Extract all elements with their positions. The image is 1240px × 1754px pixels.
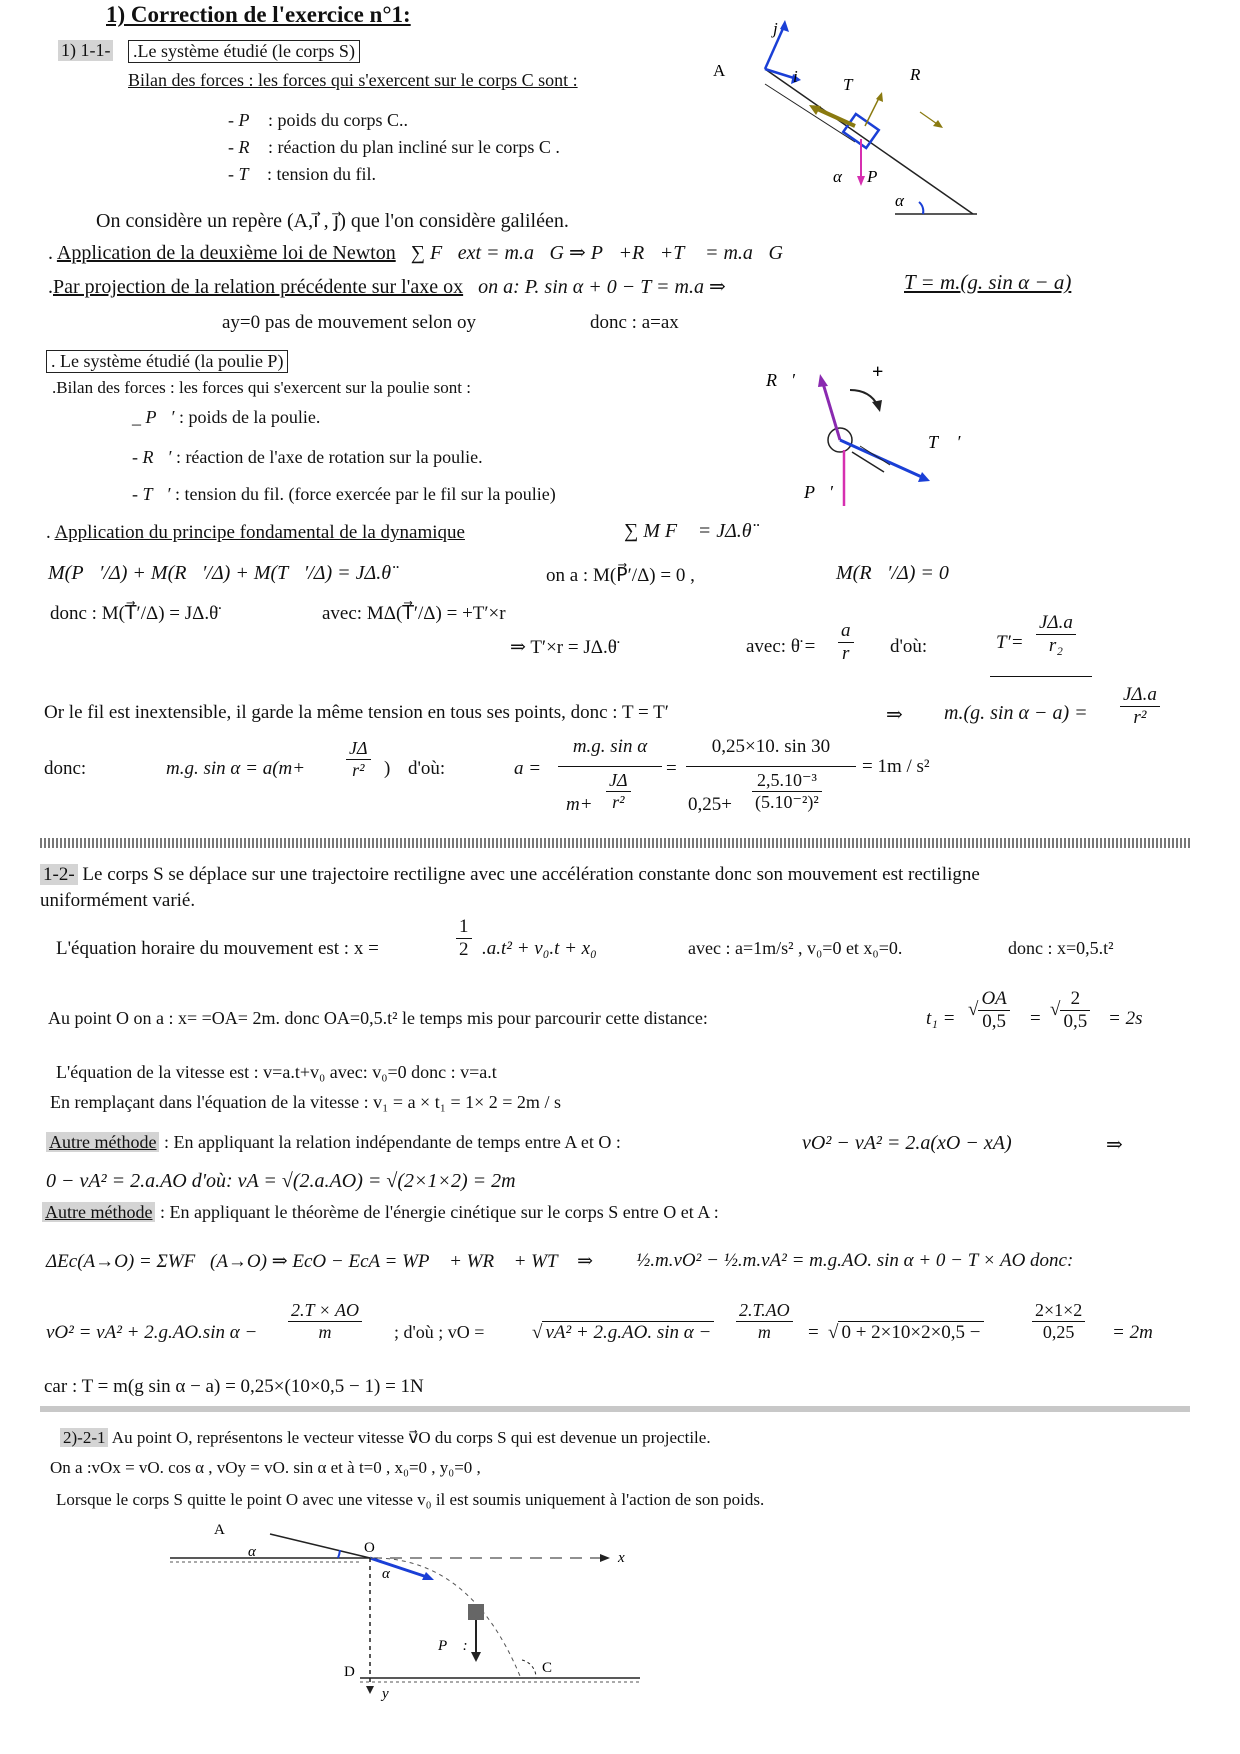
label-r: R⃗	[910, 65, 934, 84]
f1-den-fraction: $\frac{J\Delta}{\text{r²}}$	[606, 770, 631, 813]
t1-label: t₁ =	[926, 1008, 956, 1029]
bilan-poulie: .Bilan des forces : les forces qui s'exercent sur la poulie sont :	[52, 378, 471, 397]
label-p-prime: P⃗′	[804, 482, 833, 502]
repere-text: On considère un repère (A,i⃗ , j⃗) que l'on considère galiléen.	[96, 210, 569, 232]
pulley-diagram	[760, 350, 980, 510]
label-p: P⃗	[867, 167, 891, 186]
autre1-eq2: 0 − vA² = 2.a.AO d'où: vA = √(2.a.AO) = √(2×1×2) = 2m	[46, 1170, 516, 1192]
t-prime-fraction: $\frac{J\Delta.a}{\text{r₂}}$	[1036, 612, 1076, 657]
inext-fraction: $\frac{J\Delta.a}{\text{r²}}$	[1120, 684, 1160, 729]
force-t: - T⃗ : tension du fil.	[228, 164, 377, 184]
avec-theta: avec: θ̈ =	[746, 636, 816, 657]
dou-1: d'où:	[890, 636, 928, 657]
part2-line1: 2)-2-1 Au point O, représentons le vecteur vitesse v⃗O du corps S qui est devenue un projectile.	[60, 1428, 711, 1448]
horaire-avec: avec : a=1m/s² , v₀=0 et x₀=0.	[688, 938, 903, 958]
force-r-prime: - R⃗′ : réaction de l'axe de rotation sur la poulie.	[132, 447, 483, 467]
a-result: = 1m / s²	[862, 756, 930, 777]
projection-line: .Par projection de la relation précédente sur l'axe ox on a: P. sin α + 0 − T = m.a ⇒	[48, 276, 726, 298]
label-alpha2: α	[895, 191, 904, 210]
donc-eq1: m.g. sin α = a(m+	[166, 758, 306, 779]
part2-on-a: On a :vOx = vO. cos α , vOy = vO. sin α et à t=0 , x₀=0 , y₀=0 ,	[50, 1458, 481, 1477]
v0-sqrt-2: √ 0 + 2×10×2×0,5 −	[828, 1322, 984, 1344]
page-title: 1) Correction de l'exercice n°1:	[106, 2, 411, 27]
f1-num: m.g. sin α	[572, 736, 648, 757]
horaire-rest: .a.t² + v₀.t + x₀	[482, 938, 597, 959]
donc-moment: donc : M(T⃗′/Δ) = JΔ.θ̈	[50, 603, 219, 624]
pfd-line: . Application du principe fondamental de la dynamique	[46, 522, 465, 543]
a-eq: a =	[514, 758, 542, 779]
label-o: O	[364, 1540, 375, 1556]
v0-dou: ; d'où ; vO =	[394, 1322, 485, 1342]
energie-eq2: ½.m.vO² − ½.m.vA² = m.g.AO. sin α + 0 − T × AO donc:	[636, 1250, 1074, 1271]
autre1-arrow: ⇒	[1106, 1134, 1123, 1156]
on-a-moment: on a : M(P⃗′/Δ) = 0 ,	[546, 565, 695, 586]
sqrt-2: √ $\frac{2}{0,5}$	[1050, 988, 1090, 1033]
inclined-plane-diagram	[705, 14, 1005, 224]
t-prime-label: T′=	[996, 632, 1024, 653]
inext-eq: m.(g. sin α − a) =	[944, 702, 1088, 724]
bilan-s: Bilan des forces : les forces qui s'exercent sur le corps C sont :	[128, 70, 578, 90]
tension-result: T = m.(g. sin α − a)	[904, 270, 1072, 294]
label-alpha4: α	[382, 1566, 390, 1582]
eq-sign-2: =	[1030, 1008, 1041, 1029]
inext-arrow: ⇒	[886, 704, 903, 726]
horaire-label: L'équation horaire du mouvement est : x =	[56, 938, 379, 959]
part2-lorsque: Lorsque le corps S quitte le point O avec une vitesse v₀ il est soumis uniquement à l'action de son poids.	[56, 1490, 765, 1509]
donc-eq1-end: )	[384, 758, 391, 779]
remplacant-eq: En remplaçant dans l'équation de la vitesse : v₁ = a × t₁ = 1× 2 = 2m / s	[50, 1092, 561, 1112]
label-y: y	[382, 1686, 389, 1702]
label-alpha1: α	[833, 167, 842, 186]
label-j: j⃗	[773, 19, 791, 38]
dou-2: d'où:	[408, 758, 446, 779]
projectile-diagram	[160, 1516, 700, 1706]
pfd-eq: ∑ M F⃗ = JΔ.θ̈	[624, 520, 752, 542]
eq-sign-3: =	[808, 1322, 819, 1343]
label-a2: A	[214, 1522, 225, 1538]
t-prime-underline	[990, 676, 1092, 677]
newton-line: . Application de la deuxième loi de Newton ∑ F⃗ext = m.a⃗G ⇒ P⃗+R⃗+T⃗ = m.a⃗G	[48, 242, 783, 264]
v0-sqrt2-fraction: $\frac{2\times 1\times 2}{0,25}$	[1032, 1300, 1085, 1343]
part12-line2: uniformément varié.	[40, 890, 196, 911]
part1-label: 1) 1-1-	[58, 40, 113, 61]
moment-eq: M(P⃗′/Δ) + M(R⃗′/Δ) + M(T⃗′/Δ) = JΔ.θ̈	[48, 562, 392, 584]
energie-eq: ΔEc(A→O) = ΣWF⃗(A→O) ⇒ EcO − EcA = WP⃗ + WR⃗ + WT⃗ ⇒	[46, 1251, 594, 1272]
force-t-prime: - T⃗′ : tension du fil. (force exercée par le fil sur la poulie)	[132, 484, 556, 504]
f2-num: 0,25×10. sin 30	[711, 736, 831, 757]
inext-text: Or le fil est inextensible, il garde la même tension en tous ses points, donc : T = T′	[44, 702, 669, 723]
donc-eq1-fraction: $\frac{J\Delta}{\text{r²}}$	[346, 738, 371, 781]
label-a: A	[713, 61, 726, 80]
label-p-vec: P⃗ :	[438, 1638, 468, 1654]
autre-methode-2: Autre méthode : En appliquant le théorème de l'énergie cinétique sur le corps S entre O et A :	[42, 1202, 719, 1223]
f1-den-a: m+	[566, 794, 593, 815]
label-d: D	[344, 1664, 355, 1680]
f2-bar	[686, 766, 856, 767]
label-t: T⃗	[843, 75, 866, 94]
fraction-a-over-r: $\frac{a}{r}$	[838, 620, 854, 665]
donc-a: donc : a=ax	[590, 312, 679, 333]
force-p: - P⃗ : poids du corps C..	[228, 110, 409, 130]
car-eq: car : T = m(g sin α − a) = 0,25×(10×0,5 − 1) = 1N	[44, 1376, 424, 1397]
donc-label: donc:	[44, 758, 87, 779]
f2-den-fraction: $\frac{\text{2,5.10⁻³}}{\text{(5.10⁻²)²}}$	[752, 770, 822, 813]
label-alpha3: α	[248, 1544, 256, 1560]
force-p-prime: _ P⃗′ : poids de la poulie.	[132, 407, 321, 427]
horaire-donc: donc : x=0,5.t²	[1008, 938, 1114, 958]
vitesse-eq: L'équation de la vitesse est : v=a.t+v₀ avec: v₀=0 donc : v=a.t	[56, 1062, 497, 1082]
v0-eq: vO² = vA² + 2.g.AO.sin α −	[46, 1322, 258, 1343]
separator-2	[40, 1406, 1190, 1412]
avec-moment: avec: MΔ(T⃗′/Δ) = +T′×r	[322, 603, 506, 624]
on-a-moment-2: M(R⃗′/Δ) = 0	[836, 562, 949, 584]
label-r-prime: R⃗′	[766, 370, 795, 390]
autre1-eq: vO² − vA² = 2.a(xO − xA)	[802, 1132, 1012, 1154]
label-t-prime: T⃗ ′	[928, 432, 961, 452]
ay-text: ay=0 pas de mouvement selon oy	[222, 312, 476, 333]
eq-sign-1: =	[666, 758, 677, 779]
system-s: .Le système étudié (le corps S)	[128, 40, 360, 63]
f1-bar	[558, 766, 662, 767]
force-r: - R⃗ : réaction du plan incliné sur le corps C .	[228, 137, 560, 157]
impl-eq: ⇒ T′×r = JΔ.θ̈	[510, 637, 617, 658]
t1-result: = 2s	[1108, 1008, 1143, 1029]
sqrt-1: √ $\frac{OA}{0,5}$	[968, 988, 1010, 1033]
part12-line1: 1-2- Le corps S se déplace sur une trajectoire rectiligne avec une accélération constante donc son mouvement est rectiligne	[40, 864, 980, 886]
autre-methode-1: Autre méthode : En appliquant la relation indépendante de temps entre A et O :	[46, 1132, 621, 1153]
v0-result: = 2m	[1112, 1322, 1153, 1343]
f2-den-a: 0,25+	[688, 794, 732, 815]
v0-fraction: $\frac{2.T \times AO}{m}$	[288, 1300, 362, 1343]
label-x: x	[618, 1550, 625, 1566]
plus-sign: +	[872, 361, 884, 383]
v0-sqrt: √ vA² + 2.g.AO. sin α −	[532, 1322, 714, 1344]
label-c: C	[542, 1660, 553, 1676]
separator-1	[40, 838, 1190, 848]
label-i: i⃗	[793, 67, 811, 86]
horaire-fraction: $\frac{1}{2}$	[456, 916, 472, 961]
system-poulie: . Le système étudié (la poulie P)	[46, 350, 288, 373]
v0-sqrt-fraction: $\frac{2.T.AO}{m}$	[736, 1300, 793, 1343]
point-o-text: Au point O on a : x= =OA= 2m. donc OA=0,5.t² le temps mis pour parcourir cette distance:	[48, 1008, 708, 1028]
